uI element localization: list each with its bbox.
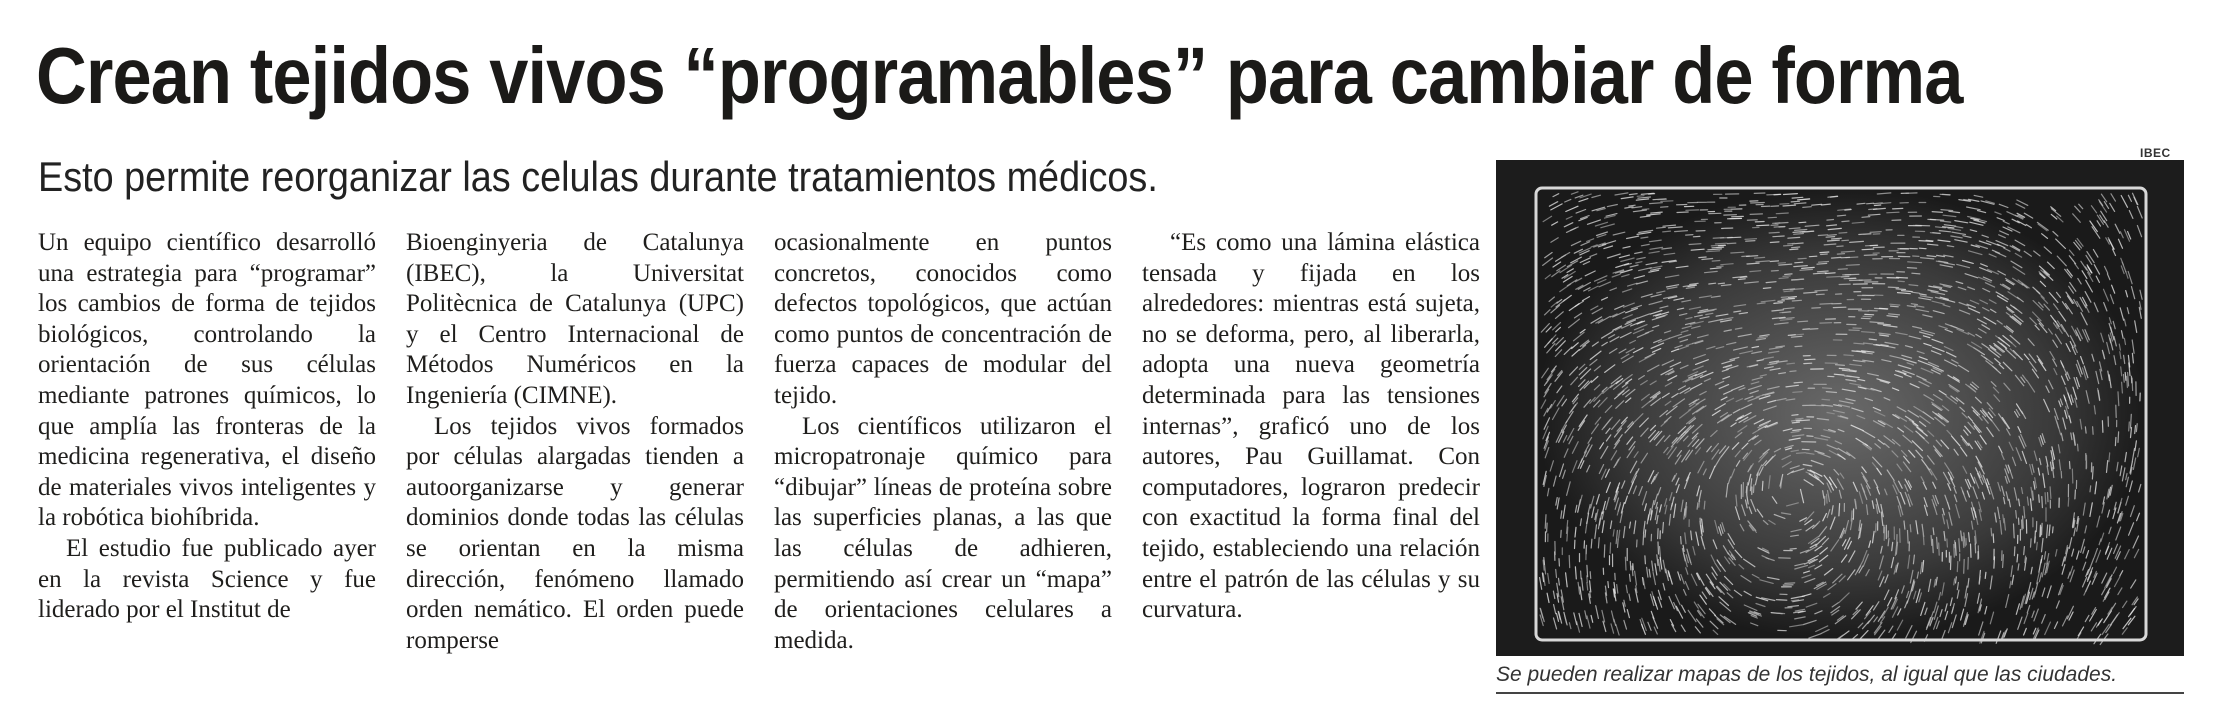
subheadline: Esto permite reorganizar las celulas durante tratamientos médicos.: [38, 153, 1158, 200]
headline: Crean tejidos vivos “programables” para cambiar de forma: [36, 31, 1963, 120]
paragraph: ocasionalmente en puntos concretos, conocidos como defectos topológicos, que actúan como puntos de concentración de fuerza capaces de modular del tejido.: [774, 229, 1112, 409]
column-1: [38, 228, 376, 708]
column-4: [1142, 228, 1480, 708]
paragraph: Bioenginyeria de Catalunya (IBEC), la Universitat Politècnica de Catalunya (UPC) y el Centro Internacional de Métodos Numéricos en la Ingeniería (CIMNE).: [406, 229, 744, 409]
paragraph: Los científicos utilizaron el micropatronaje químico para “dibujar” líneas de proteína sobre las superficies planas, a las que las células de adhieren, permitiendo así crear un “mapa” de orientaciones celulares a medida.: [774, 412, 1112, 654]
photo-caption: Se pueden realizar mapas de los tejidos, al igual que las ciudades.: [1496, 660, 2184, 694]
photo-credit: IBEC: [2140, 146, 2171, 160]
paragraph: Los tejidos vivos formados por células alargadas tienden a autoorganizarse y generar dominios donde todas las células se orientan en la misma dirección, fenómeno llamado orden nemático. El orden puede romperse: [406, 412, 744, 654]
article-body: [38, 228, 1480, 708]
tissue-micrograph: [1496, 160, 2184, 656]
paragraph: “Es como una lámina elástica tensada y fijada en los alrededores: mientras está sujeta, no se deforma, pero, al liberarla, adopta una nueva geometría determinada para las tensiones internas”, graficó uno de los autores, Pau Guillamat. Con computadores, lograron predecir con exactitud la forma final del tejido, estableciendo una relación entre el patrón de las células y su curvatura.: [1142, 229, 1480, 624]
paragraph: El estudio fue publicado ayer en la revista Science y fue liderado por el Institut de: [38, 534, 376, 624]
column-2: [406, 228, 744, 708]
paragraph: Un equipo científico desarrolló una estrategia para “programar” los cambios de forma de tejidos biológicos, controlando la orientación de sus células mediante patrones químicos, lo que amplía las fronteras de la medicina regenerativa, el diseño de materiales vivos inteligentes y la robótica biohíbrida.: [38, 229, 376, 532]
column-3: [774, 228, 1112, 708]
